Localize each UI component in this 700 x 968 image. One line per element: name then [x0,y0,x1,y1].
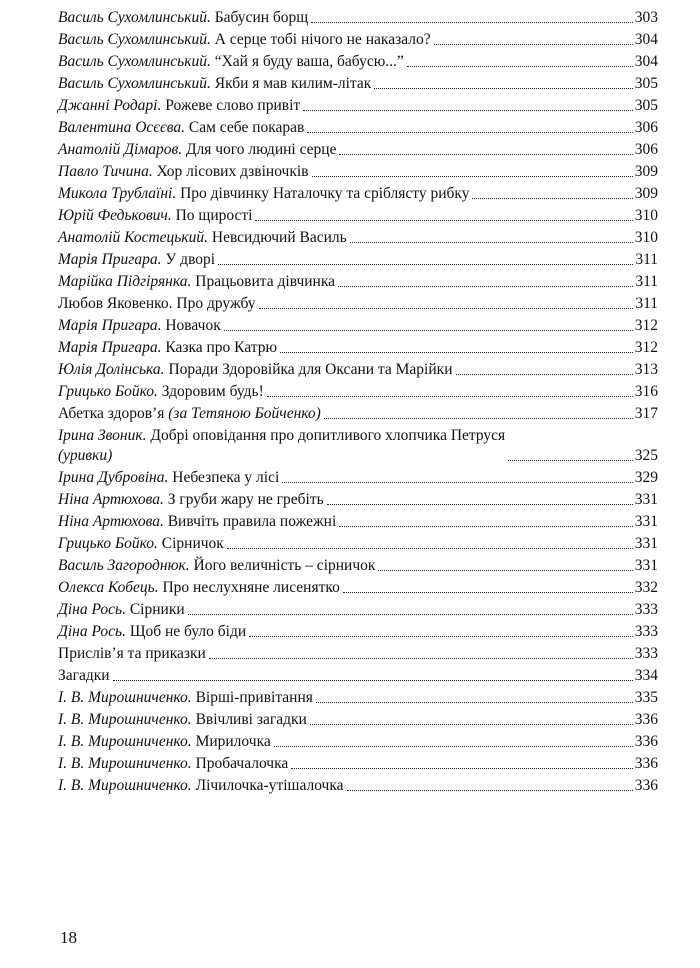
entry-author: Ніна Артюхова. [58,491,164,508]
entry-page: 306 [634,119,658,136]
entry-text [58,228,347,248]
entry-author: І. В. Мирошниченко. [58,777,192,794]
toc-entry [58,402,658,424]
dot-leader [338,286,633,287]
toc-entry [58,94,658,116]
entry-author: Юрій Федькович. [58,207,172,224]
entry-title: Для чого людині серце [185,141,337,158]
dot-leader [339,154,632,155]
dot-leader [316,702,633,703]
toc-entry [58,72,658,94]
toc-entry [58,358,658,380]
entry-title: Казка про Катрю [165,339,278,356]
entry-title: Ввічливі загадки [195,711,307,728]
dot-leader [327,504,633,505]
entry-text [58,162,309,182]
toc-entry [58,686,658,708]
entry-author: Любов Яковенко. [58,295,173,312]
dot-leader [508,460,633,461]
entry-text [58,732,271,752]
entry-page: 332 [634,579,658,596]
entry-text [58,512,336,532]
entry-page: 303 [634,9,658,26]
entry-text [58,8,308,28]
entry-text [58,272,335,292]
entry-page: 311 [635,273,658,290]
dot-leader [407,66,633,67]
entry-title: Про дружбу [176,295,256,312]
toc-entry [58,50,658,72]
entry-title: Сірничок [161,535,224,552]
toc-entry [58,424,658,466]
entry-author: Олекса Кобець. [58,579,159,596]
entry-author: Василь Сухомлинський. [58,75,211,92]
entry-title: Про неслухняне лисенятко [162,579,340,596]
entry-title: Добрі оповідання про допитливого хлопчика Петруся [150,427,506,444]
entry-page: 336 [634,733,658,750]
entry-author: Валентина Осєєва. [58,119,186,136]
toc-entry [58,664,658,686]
entry-title: Пробачалочка [195,755,289,772]
dot-leader [227,548,633,549]
toc-entry [58,554,658,576]
entry-note: (за Тетяною Бойченко) [168,405,321,422]
entry-page: 333 [634,623,658,640]
entry-text [58,338,277,358]
toc-entry [58,270,658,292]
entry-text [58,666,110,686]
toc-entry [58,138,658,160]
toc-entry [58,730,658,752]
entry-page: 334 [634,667,658,684]
entry-author: Грицько Бойко. [58,383,158,400]
entry-page: 306 [634,141,658,158]
toc-entry [58,620,658,642]
entry-page: 311 [635,295,658,312]
dot-leader [280,352,633,353]
entry-page: 310 [634,207,658,224]
entry-author: Василь Сухомлинський. [58,9,211,26]
dot-leader [224,330,633,331]
dot-leader [374,88,632,89]
entry-title: Працьовита дівчинка [195,273,335,290]
entry-author: Ірина Дубровіна. [58,469,169,486]
dot-leader [267,396,633,397]
dot-leader [291,768,632,769]
dot-leader [350,242,633,243]
entry-page: 333 [634,601,658,618]
table-of-contents [58,6,658,796]
entry-title: Щоб не було біди [129,623,247,640]
entry-author: Ніна Артюхова. [58,513,164,530]
entry-author: Марія Пригара. [58,317,162,334]
entry-text [58,404,321,424]
entry-title: Лічилочка-утішалочка [195,777,344,794]
entry-author: Марія Пригара. [58,251,162,268]
entry-text [58,534,224,554]
dot-leader [378,570,632,571]
entry-author: Грицько Бойко. [58,535,158,552]
dot-leader [343,592,633,593]
toc-entry [58,28,658,50]
dot-leader [218,264,633,265]
entry-title: А серце тобі нічого не наказало? [214,31,431,48]
toc-entry [58,532,658,554]
dot-leader [259,308,634,309]
entry-author: Діна Рось. [58,601,126,618]
entry-title: Про дівчинку Наталочку та сріблясту рибку [180,185,470,202]
entry-text [58,776,344,796]
entry-text [58,426,505,466]
entry-text [58,578,340,598]
entry-text [58,96,300,116]
entry-text [58,184,469,204]
entry-author: Василь Загороднюк. [58,557,190,574]
entry-text [58,140,336,160]
dot-leader [324,418,633,419]
page-number: 18 [60,928,77,947]
entry-author: Ірина Звоник. [58,427,147,444]
toc-entry [58,598,658,620]
toc-entry [58,642,658,664]
entry-page: 333 [634,645,658,662]
entry-title: Бабусин борщ [214,9,309,26]
toc-entry [58,510,658,532]
entry-text [58,468,279,488]
entry-note: (уривки) [58,447,113,464]
dot-leader [255,220,632,221]
entry-text [58,30,431,50]
entry-page: 331 [634,535,658,552]
dot-leader [274,746,633,747]
dot-leader [312,176,633,177]
dot-leader [303,110,633,111]
dot-leader [347,790,633,791]
entry-page: 309 [634,163,658,180]
entry-author: Марійка Підгірянка. [58,273,192,290]
toc-entry [58,752,658,774]
entry-text [58,250,215,270]
entry-title: По щирості [175,207,253,224]
dot-leader [188,614,633,615]
entry-page: 317 [634,405,658,422]
entry-author: Василь Сухомлинський. [58,31,211,48]
dot-leader [434,44,633,45]
dot-leader [339,526,632,527]
entry-title: Невсидючий Василь [211,229,347,246]
entry-text [58,622,246,642]
entry-author: І. В. Мирошниченко. [58,755,192,772]
toc-entry [58,248,658,270]
entry-text [58,644,206,664]
entry-page: 304 [634,31,658,48]
toc-entry [58,204,658,226]
toc-entry [58,708,658,730]
toc-entry [58,226,658,248]
entry-page: 329 [634,469,658,486]
toc-entry [58,6,658,28]
dot-leader [249,636,633,637]
entry-title: Його величність – сірничок [193,557,376,574]
entry-text [58,710,307,730]
entry-page: 309 [634,185,658,202]
entry-title: Небезпека у лісі [172,469,280,486]
dot-leader [209,658,633,659]
entry-text [58,74,371,94]
entry-page: 336 [634,755,658,772]
dot-leader [472,198,632,199]
entry-text [58,316,221,336]
entry-page: 312 [634,317,658,334]
entry-page: 305 [634,97,658,114]
entry-title: Якби я мав килим-літак [214,75,372,92]
entry-page: 311 [635,251,658,268]
entry-title: Сам себе покарав [188,119,305,136]
entry-author: І. В. Мирошниченко. [58,733,192,750]
toc-entry [58,336,658,358]
entry-author: І. В. Мирошниченко. [58,711,192,728]
entry-page: 335 [634,689,658,706]
entry-text [58,52,404,72]
entry-text [58,688,313,708]
entry-page: 331 [634,513,658,530]
entry-author: Павло Тичина. [58,163,153,180]
toc-entry [58,466,658,488]
entry-title: Абетка здоров’я [58,405,165,422]
entry-title: Вірші-привітання [195,689,313,706]
entry-title: Сірники [129,601,185,618]
entry-title: З груби жару не гребіть [167,491,324,508]
entry-author: Микола Трублаїні. [58,185,177,202]
entry-title: Мирилочка [195,733,271,750]
entry-page: 304 [634,53,658,70]
entry-page: 312 [634,339,658,356]
entry-page: 310 [634,229,658,246]
toc-entry [58,774,658,796]
entry-title: Вивчіть правила пожежні [167,513,337,530]
toc-entry [58,314,658,336]
entry-title: Новачок [165,317,221,334]
entry-author: І. В. Мирошниченко. [58,689,192,706]
entry-text [58,294,256,314]
entry-text [58,600,185,620]
entry-page: 331 [634,557,658,574]
dot-leader [310,724,633,725]
entry-page: 313 [634,361,658,378]
dot-leader [282,482,632,483]
entry-title: Хор лісових дзвіночків [156,163,309,180]
entry-text [58,118,304,138]
entry-page: 305 [634,75,658,92]
entry-page: 336 [634,711,658,728]
entry-author: Василь Сухомлинський. [58,53,211,70]
entry-text [58,754,288,774]
entry-title: Прислів’я та приказки [58,645,206,662]
entry-title: Здоровим будь! [161,383,264,400]
entry-author: Діна Рось. [58,623,126,640]
entry-page: 325 [634,447,658,464]
toc-entry [58,488,658,510]
toc-entry [58,380,658,402]
entry-page: 316 [634,383,658,400]
entry-title: “Хай я буду ваша, бабусю...” [214,53,404,70]
entry-author: Анатолій Костецький. [58,229,208,246]
dot-leader [307,132,632,133]
toc-entry [58,182,658,204]
toc-entry [58,292,658,314]
entry-page: 331 [634,491,658,508]
entry-text [58,360,453,380]
toc-entry [58,576,658,598]
dot-leader [311,22,633,23]
entry-page: 336 [634,777,658,794]
entry-text [58,490,324,510]
dot-leader [113,680,633,681]
entry-title: У дворі [165,251,216,268]
entry-author: Анатолій Дімаров. [58,141,183,158]
entry-text [58,382,264,402]
entry-title: Рожеве слово привіт [165,97,301,114]
toc-entry [58,116,658,138]
toc-entry [58,160,658,182]
entry-text [58,206,252,226]
dot-leader [456,374,633,375]
entry-author: Юлія Долінська. [58,361,165,378]
entry-title: Загадки [58,667,110,684]
entry-title: Поради Здоровійка для Оксани та Марійки [168,361,453,378]
entry-author: Джанні Родарі. [58,97,162,114]
entry-author: Марія Пригара. [58,339,162,356]
entry-text [58,556,375,576]
